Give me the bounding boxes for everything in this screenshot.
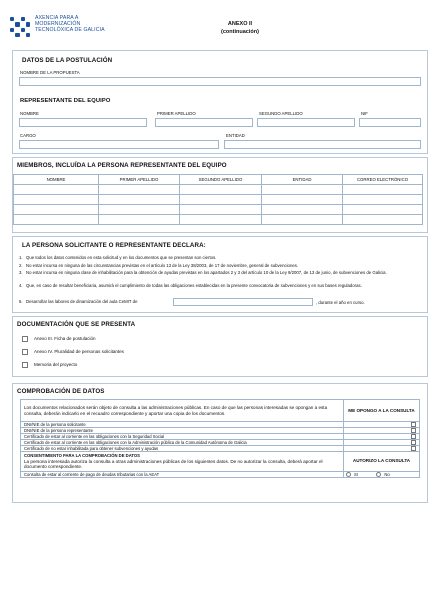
- member-cell[interactable]: [99, 195, 180, 205]
- consent-cell: [21, 452, 344, 472]
- members-col-segundo-apellido: SEGUNDO APELLIDO: [180, 175, 262, 185]
- member-cell[interactable]: [14, 195, 99, 205]
- declaration-text: No estar incursa en ninguna de las circunstancias previstas en el artículo 13 de la Ley 38/2003, de 17 de noviembre, general de subvenciones.: [26, 263, 299, 268]
- member-cell[interactable]: [262, 185, 343, 195]
- authorize-header: AUTORIZO LA CONSULTA: [344, 452, 420, 472]
- agency-logo-text: [35, 15, 105, 33]
- miembros-title: MIEMBROS, INCLUÍDA LA PERSONA REPRESENTANTE DEL EQUIPO: [17, 162, 227, 169]
- annex-subtitle: (continuación): [221, 29, 259, 35]
- segundo-apellido-label: SEGUNDO APELLIDO: [259, 111, 303, 116]
- entidad-label: ENTIDAD: [226, 133, 245, 138]
- declaration-number: 5.: [19, 299, 23, 304]
- verification-row-label: DNI/NIE de la persona representante: [21, 428, 344, 434]
- representante-title: REPRESENTANTE DEL EQUIPO: [20, 98, 111, 104]
- consent-title: CONSENTIMIENTO PARA LA COMPROBACIÓN DE DATOS: [24, 453, 140, 458]
- member-cell[interactable]: [343, 215, 423, 225]
- authorize-cell: [344, 471, 420, 477]
- members-header-row: [14, 175, 423, 185]
- verification-intro-row: [21, 400, 420, 422]
- verification-row-label: Certificado de no estar inhabilitada para obtener subvenciones y ayudas: [21, 446, 344, 452]
- postulacion-title: DATOS DE LA POSTULACIÓN: [22, 57, 113, 64]
- nombre-field[interactable]: [19, 118, 147, 127]
- logo-line-3: TECNOLÓXICA DE GALICIA: [35, 27, 105, 33]
- oppose-checkbox[interactable]: [411, 428, 416, 433]
- declaration-number: 1.: [19, 255, 23, 260]
- member-cell[interactable]: [99, 215, 180, 225]
- nif-field[interactable]: [359, 118, 421, 127]
- authorize-no-radio[interactable]: [376, 472, 381, 477]
- declaration-item5-suffix: , durante el año en curso.: [316, 300, 365, 305]
- documentacion-title: DOCUMENTACIÓN QUE SE PRESENTA: [17, 321, 136, 328]
- nif-label: NIF: [361, 111, 368, 116]
- annex-heading: [200, 20, 280, 36]
- oppose-checkbox[interactable]: [411, 434, 416, 439]
- consent-text: La persona interesada autoriza la consulta a otras administraciones públicas de los siguientes datos. De no autorizar la consulta, deberá aportar el documento correspondiente.: [24, 458, 323, 470]
- oppose-header: ME OPONGO A LA CONSULTA: [344, 400, 420, 422]
- oppose-checkbox[interactable]: [411, 446, 416, 451]
- members-col-entidad: ENTIDAD: [262, 175, 343, 185]
- proposal-name-label: NOMBRE DE LA PROPUESTA: [20, 70, 80, 75]
- members-row: [14, 215, 423, 225]
- members-row: [14, 205, 423, 215]
- anexo-iii-checkbox[interactable]: [22, 336, 28, 342]
- verification-row-label: Certificado de estar al corriente en las obligaciones con la Administración pública de la Comunidad Autónoma de Galicia: [21, 440, 344, 446]
- members-col-correo: CORREO ELECTRÓNICO: [343, 175, 423, 185]
- logo-line-1: AXENCIA PARA A: [35, 15, 79, 21]
- members-col-nombre: NOMBRE: [14, 175, 99, 185]
- declaracion-title: LA PERSONA SOLICITANTE O REPRESENTANTE DECLARA:: [22, 242, 206, 249]
- member-cell[interactable]: [14, 215, 99, 225]
- member-cell[interactable]: [180, 195, 262, 205]
- member-cell[interactable]: [99, 185, 180, 195]
- member-cell[interactable]: [343, 185, 423, 195]
- member-cell[interactable]: [180, 215, 262, 225]
- anexo-iv-label: Anexo IV. Pluralidad de personas solicitantes: [34, 349, 124, 354]
- anexo-iv-checkbox[interactable]: [22, 349, 28, 355]
- proposal-name-field[interactable]: [19, 77, 421, 86]
- cemit-classroom-field[interactable]: [173, 298, 313, 306]
- logo-icon: [10, 17, 30, 37]
- cargo-field[interactable]: [19, 140, 219, 149]
- nombre-label: NOMBRE: [20, 111, 39, 116]
- member-cell[interactable]: [180, 205, 262, 215]
- members-row: [14, 195, 423, 205]
- verification-intro: Los documentos relacionados serán objeto de consulta a las administraciones públicas. En caso de que las personas interesadas se opongan a esta consulta, deberán indicarlo en el recuadro correspondiente y aportar una copia de los documentos.: [21, 400, 344, 422]
- authorize-no-label: No: [384, 471, 390, 477]
- oppose-checkbox[interactable]: [411, 422, 416, 427]
- member-cell[interactable]: [262, 205, 343, 215]
- declaration-text: Desarrollar las labores de dinamización del aula CeMIT de: [26, 299, 138, 304]
- member-cell[interactable]: [14, 185, 99, 195]
- primer-apellido-label: PRIMER APELLIDO: [157, 111, 196, 116]
- member-cell[interactable]: [343, 195, 423, 205]
- members-row: [14, 185, 423, 195]
- consent-row: [21, 452, 420, 472]
- member-cell[interactable]: [262, 215, 343, 225]
- declaration-text: Que todos los datos contenidos en esta solicitud y en los documentos que se presentan son ciertos.: [26, 255, 217, 260]
- members-table: [13, 174, 423, 225]
- comprobacion-title: COMPROBACIÓN DE DATOS: [17, 388, 105, 395]
- data-verification-table: [20, 399, 420, 478]
- declaration-text: Que, en caso de resultar beneficiaria, asumirá el cumplimiento de todas las obligaciones establecidas en la presente convocatoria de subvenciones y en sus bases reguladoras.: [26, 283, 362, 288]
- memoria-label: Memoria del proyecto: [34, 362, 78, 367]
- cargo-label: CARGO: [20, 133, 36, 138]
- primer-apellido-field[interactable]: [155, 118, 253, 127]
- segundo-apellido-field[interactable]: [257, 118, 355, 127]
- member-cell[interactable]: [99, 205, 180, 215]
- verification-row-label: Certificado de estar al corriente en las obligaciones con la Seguridad Social: [21, 434, 344, 440]
- declaration-number: 2.: [19, 263, 23, 268]
- declaration-number: 3.: [19, 270, 23, 275]
- verification-row-label: DNI/NIE de la persona solicitante: [21, 422, 344, 428]
- member-cell[interactable]: [180, 185, 262, 195]
- member-cell[interactable]: [14, 205, 99, 215]
- memoria-checkbox[interactable]: [22, 362, 28, 368]
- member-cell[interactable]: [262, 195, 343, 205]
- annex-title: ANEXO II: [227, 21, 253, 27]
- member-cell[interactable]: [343, 205, 423, 215]
- logo-line-2: MODERNIZACIÓN: [35, 21, 81, 27]
- oppose-checkbox[interactable]: [411, 440, 416, 445]
- entidad-field[interactable]: [224, 140, 421, 149]
- declaration-number: 4.: [19, 283, 23, 288]
- members-col-primer-apellido: PRIMER APELLIDO: [99, 175, 180, 185]
- aeat-row-label: Consulta de estar al corriente de pago de deudas tributarias con la AEAT: [21, 471, 344, 477]
- declaration-text: No estar incursa en ninguna clase de inhabilitación para la obtención de ayudas previstas en los apartados 2 y 3 del artículo 10 de la Ley 9/2007, de 13 de junio, de subvenciones de Galicia.: [26, 270, 387, 275]
- aeat-row: [21, 471, 420, 477]
- authorize-yes-label: SI: [354, 471, 358, 477]
- authorize-yes-radio[interactable]: [346, 472, 351, 477]
- anexo-iii-label: Anexo III. Ficha de postulación: [34, 336, 96, 341]
